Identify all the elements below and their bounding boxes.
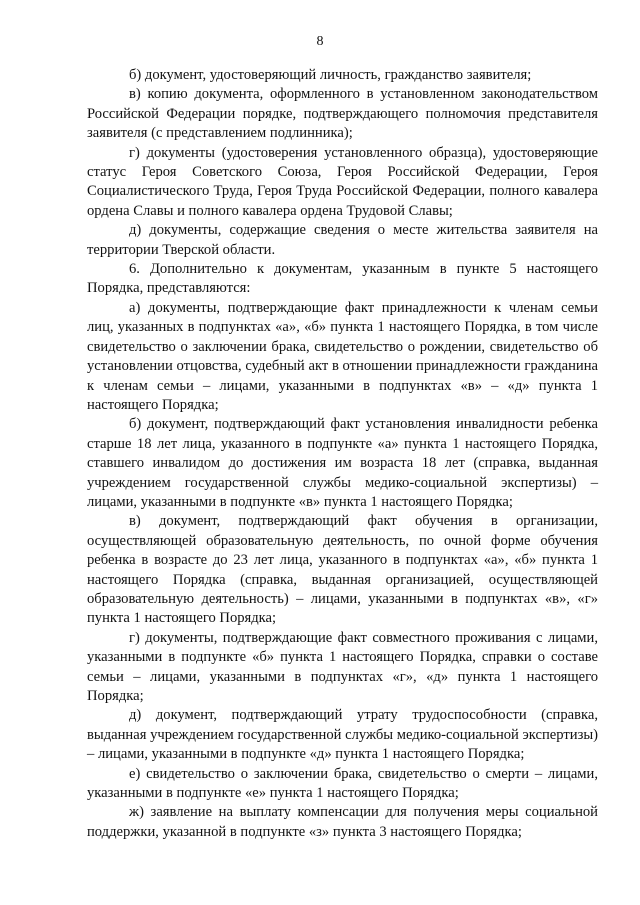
paragraph-5d: д) документы, содержащие сведения о месте жительства заявителя на территории Тверской области. — [87, 222, 598, 258]
page-number: 8 — [316, 34, 324, 49]
paragraph-5v: в) копию документа, оформленного в установленном законодательством Российской Федерации порядке, подтверждающего полномочия представителя заявителя (с представлением подлинника); — [87, 86, 598, 142]
paragraph-6d: д) документ, подтверждающий утрату трудоспособности (справка, выданная учреждением государственной службы медико-социальной экспертизы) – лицами, указанными в подпункте «д» пункта 1 настоящего Порядка; — [87, 707, 598, 763]
paragraph-5g: г) документы (удостоверения установленного образца), удостоверяющие статус Героя Советского Союза, Героя Российской Федерации, Героя Социалистического Труда, Героя Труда Российской Федерации, полного кавалера ордена Славы и полного кавалера ордена Трудовой Славы; — [87, 144, 598, 219]
document-body — [87, 66, 598, 842]
paragraph-6e: е) свидетельство о заключении брака, свидетельство о смерти – лицами, указанными в подпункте «е» пункта 1 настоящего Порядка; — [87, 765, 598, 802]
paragraph-6a: а) документы, подтверждающие факт принадлежности к членам семьи лиц, указанных в подпунктах «а», «б» пункта 1 настоящего Порядка, в том числе свидетельство о заключении брака, свидетельство о рождении, свидетельство об установлении отцовства, судебный акт в отношении принадлежности гражданина к членам семьи – лицами, указанными в подпунктах «в» – «д» пункта 1 настоящего Порядка; — [87, 299, 598, 413]
paragraph-6b: б) документ, подтверждающий факт установления инвалидности ребенка старше 18 лет лица, указанного в подпункте «а» пункта 1 настоящего Порядка, ставшего инвалидом до достижения им возраста 18 лет (справка, выданная учреждением государственной службы медико-социальной экспертизы) – лицами, указанными в подпункте «в» пункта 1 настоящего Порядка; — [87, 416, 598, 510]
paragraph-5b: б) документ, удостоверяющий личность, гражданство заявителя; — [129, 67, 532, 83]
paragraph-6zh: ж) заявление на выплату компенсации для получения меры социальной поддержки, указанной в подпункте «з» пункта 3 настоящего Порядка; — [87, 804, 598, 840]
paragraph-6g: г) документы, подтверждающие факт совместного проживания с лицами, указанными в подпункте «б» пункта 1 настоящего Порядка, справки о составе семьи – лицами, указанными в подпунктах «г», «д» пункта 1 настоящего Порядка; — [87, 629, 598, 704]
paragraph-6v: в) документ, подтверждающий факт обучения в организации, осуществляющей образовательную деятельность, по очной форме обучения ребенка в возрасте до 23 лет лица, указанного в подпунктах «а», «б» пункта 1 настоящего Порядка (справка, выданная организацией, осуществляющей образовательную деятельность) – лицами, указанными в подпунктах «в», «г» пункта 1 настоящего Порядка; — [87, 513, 598, 627]
paragraph-6: 6. Дополнительно к документам, указанным в пункте 5 настоящего Порядка, представляются: — [87, 261, 598, 297]
